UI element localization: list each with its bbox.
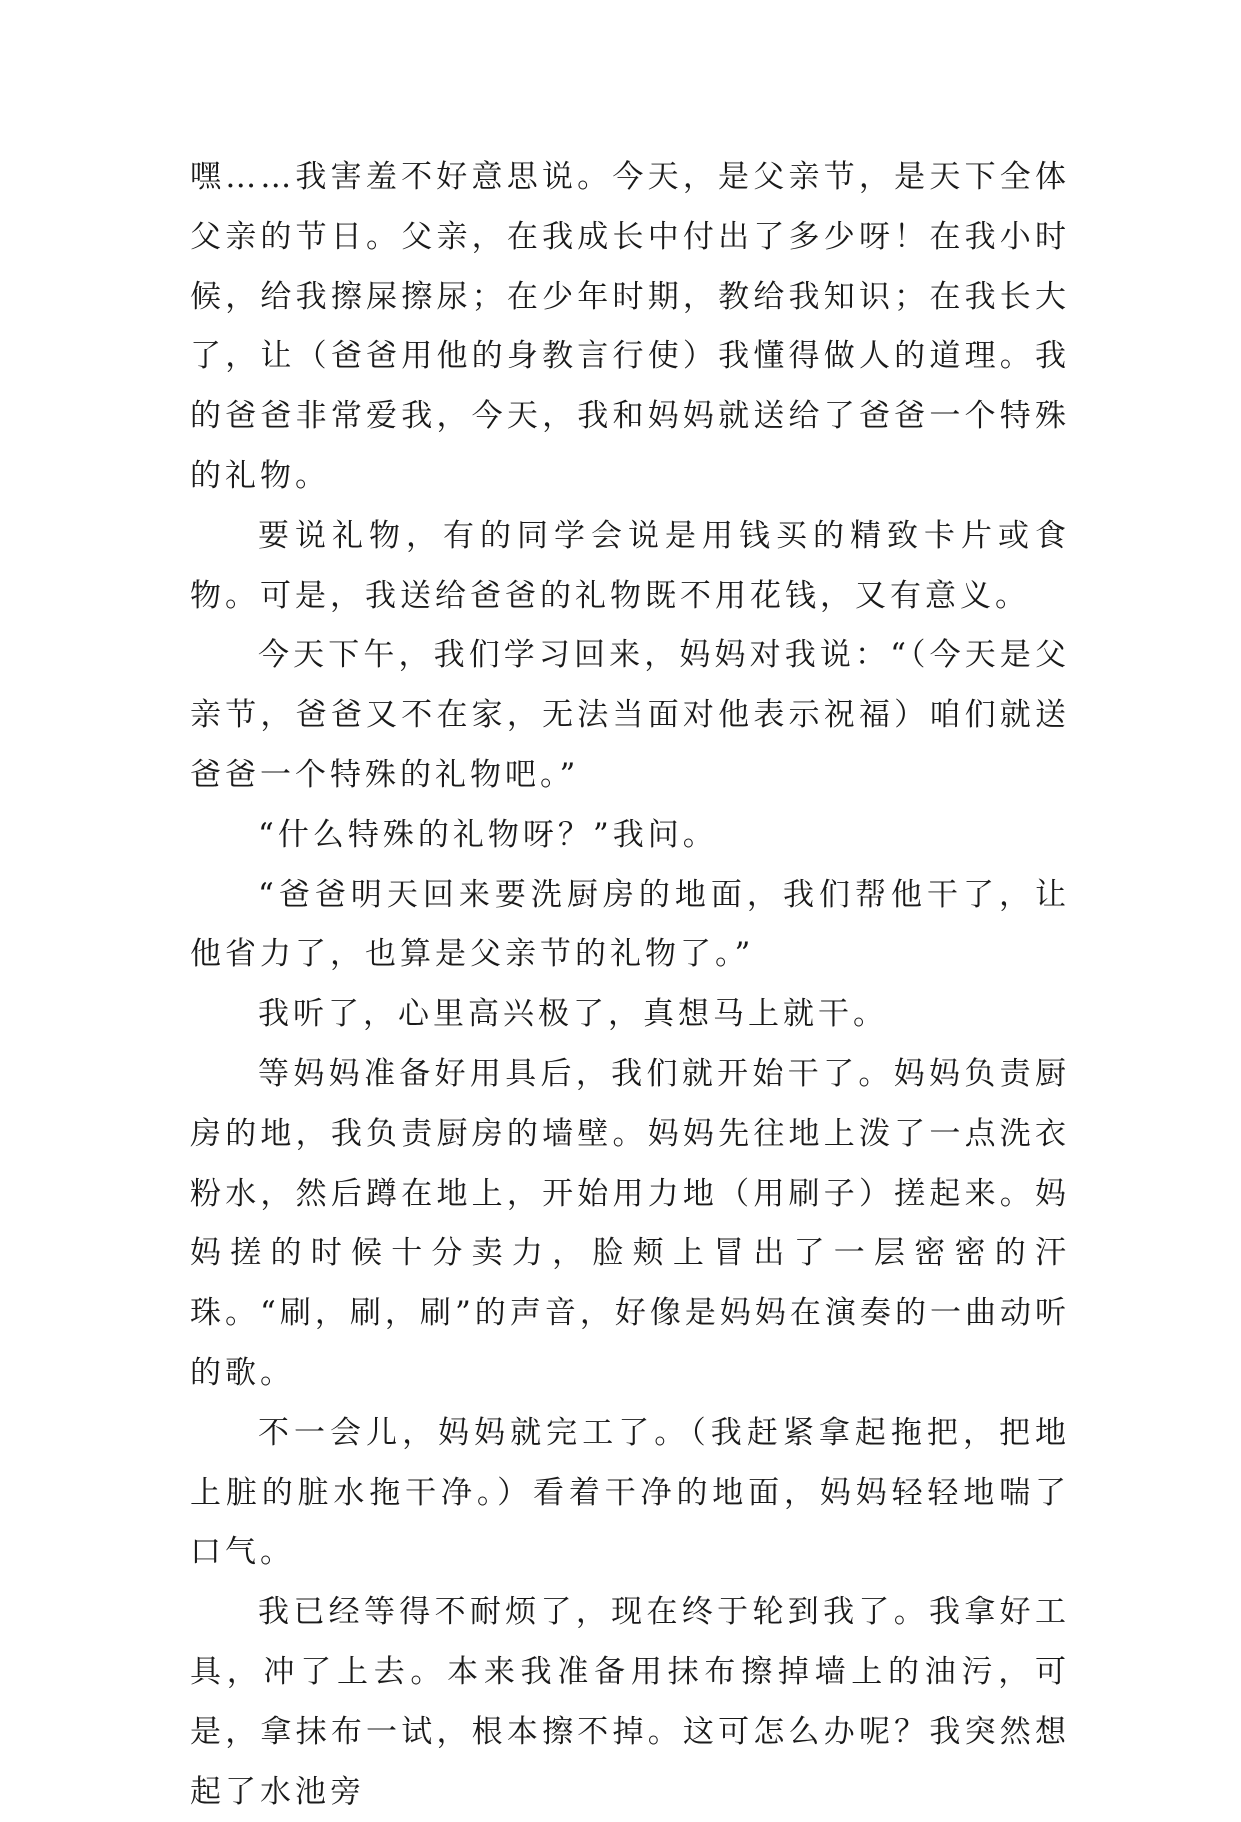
paragraph-4: “什么特殊的礼物呀？”我问。 bbox=[258, 816, 718, 853]
paragraph-6: 我听了，心里高兴极了，真想马上就干。 bbox=[258, 996, 888, 1033]
paragraph-5: “爸爸明天回来要洗厨房的地面，我们帮他干了，让他省力了，也算是父亲节的礼物了。” bbox=[190, 876, 1070, 973]
paragraph-7: 等妈妈准备好用具后，我们就开始干了。妈妈负责厨房的地，我负责厨房的墙壁。妈妈先往地上泼了一点洗衣粉水，然后蹲在地上，开始用力地（用刷子）搓起来。妈妈搓的时候十分卖力，脸颊上冒出了一层密密的汗珠。“刷，刷，刷”的声音，好像是妈妈在演奏的一曲动听的歌。 bbox=[190, 1055, 1070, 1391]
paragraph-2: 要说礼物，有的同学会说是用钱买的精致卡片或食物。可是，我送给爸爸的礼物既不用花钱，又有意义。 bbox=[190, 517, 1070, 614]
paragraph-8: 不一会儿，妈妈就完工了。（我赶紧拿起拖把，把地上脏的脏水拖干净。）看着干净的地面，妈妈轻轻地喘了口气。 bbox=[190, 1414, 1070, 1571]
paragraph-9: 我已经等得不耐烦了，现在终于轮到我了。我拿好工具，冲了上去。本来我准备用抹布擦掉墙上的油污，可是，拿抹布一试，根本擦不掉。这可怎么办呢？我突然想起了水池旁 bbox=[190, 1594, 1070, 1810]
paragraph-3: 今天下午，我们学习回来，妈妈对我说：“（今天是父亲节，爸爸又不在家，无法当面对他表示祝福）咱们就送爸爸一个特殊的礼物吧。” bbox=[190, 637, 1070, 793]
essay-body bbox=[190, 148, 1070, 1822]
paragraph-1: 嘿……我害羞不好意思说。今天，是父亲节，是天下全体父亲的节日。父亲，在我成长中付出了多少呀！在我小时候，给我擦屎擦尿；在少年时期，教给我知识；在我长大了，让（爸爸用他的身教言行使）我懂得做人的道理。我的爸爸非常爱我，今天，我和妈妈就送给了爸爸一个特殊的礼物。 bbox=[190, 159, 1070, 494]
